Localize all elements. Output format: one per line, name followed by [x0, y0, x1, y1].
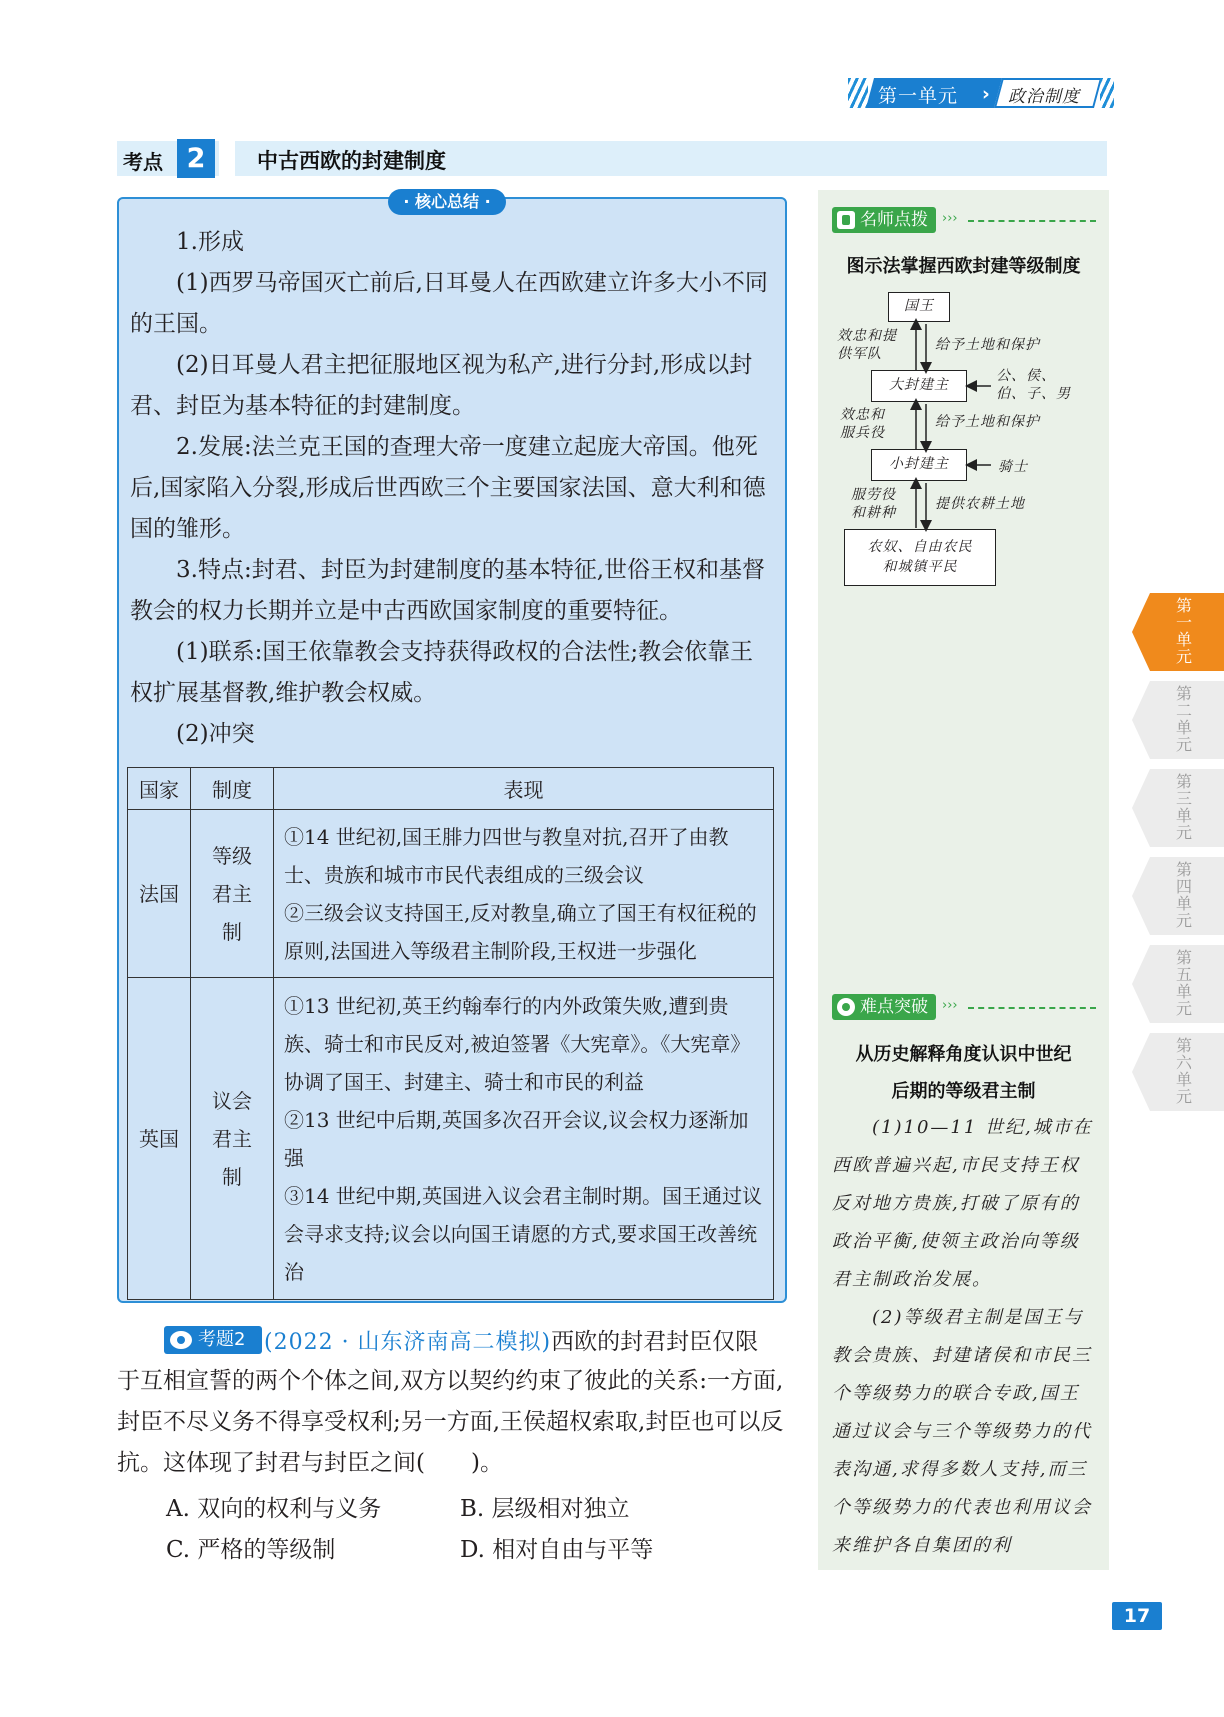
core-p6: (1)联系:国王依靠教会支持获得政权的合法性;教会依靠王权扩展基督教,维护教会权威。 [130, 639, 754, 706]
core-p1: 1.形成 [176, 229, 244, 255]
tab-label: 第四单元 [1175, 860, 1192, 930]
difficulty-tag [832, 994, 936, 1020]
divider [968, 1007, 1096, 1009]
table-cell-system [191, 810, 274, 978]
table-cell-country: 法国 [128, 810, 191, 978]
diagram-label: 给予土地和保护 [935, 414, 1040, 430]
table-cell-system [191, 978, 274, 1300]
arrows-icon: ››› [942, 998, 958, 1013]
question-first-line: 西欧的封君封臣仅限 [551, 1329, 759, 1355]
tab-label: 第六单元 [1175, 1036, 1192, 1106]
divider [968, 220, 1096, 222]
section-heading [117, 141, 1107, 176]
diagram-small-lord: 小封建主 [871, 449, 967, 481]
table-header-row [128, 768, 774, 810]
core-p3: (2)日耳曼人君主把征服地区视为私产,进行分封,形成以封君、封臣为基本特征的封建制度。 [130, 352, 753, 419]
diagram-label: 服劳役和耕种 [851, 487, 896, 521]
option-a[interactable]: A. 双向的权利与义务 [166, 1496, 382, 1522]
tab-label: 第一单元 [1175, 596, 1192, 666]
table-header: 表现 [274, 768, 774, 810]
table-header: 制度 [191, 768, 274, 810]
chevron-right-icon: › [982, 83, 990, 105]
core-p5: 3.特点:封君、封臣为封建制度的基本特征,世俗王权和基督教会的权力长期并立是中古西欧国家制度的重要特征。 [130, 557, 766, 624]
arrows-icon: ››› [942, 211, 958, 226]
diagram-label: 骑士 [998, 459, 1028, 475]
core-summary-tag: · 核心总结 · [388, 189, 506, 215]
diagram-king: 国王 [888, 292, 950, 322]
system-text: 议会君主制 [212, 1088, 252, 1189]
eye-icon [170, 1331, 192, 1349]
tip-tag-label: 名师点拨 [860, 210, 928, 230]
table-cell-performance [274, 978, 774, 1300]
tab-unit-4[interactable] [1132, 857, 1224, 935]
tab-unit-6[interactable] [1132, 1033, 1224, 1111]
system-text: 等级君主制 [212, 843, 252, 944]
section-title: 中古西欧的封建制度 [257, 149, 446, 173]
question-body: 于互相宣誓的两个个体之间,双方以契约约束了彼此的关系:一方面,封臣不尽义务不得享受权利;另一方面,王侯超权索取,封臣也可以反抗。这体现了封君与封臣之间( )。 [117, 1368, 784, 1476]
unit-banner [848, 78, 1110, 108]
diagram-peasants: 农奴、自由农民和城镇平民 [844, 529, 996, 586]
page-number: 17 [1112, 1602, 1162, 1630]
tab-unit-1[interactable] [1132, 593, 1224, 671]
difficulty-p1: (1)10—11 世纪,城市在西欧普遍兴起,市民支持王权反对地方贵族,打破了原有的政治平衡,使领主政治向等级君主制政治发展。 [832, 1117, 1093, 1290]
diagram-great-lord: 大封建主 [871, 370, 967, 402]
banner-topic: 政治制度 [1008, 87, 1080, 107]
performance-line: ②三级会议支持国王,反对教皇,确立了国王有权征税的原则,法国进入等级君主制阶段,王权进一步强化 [284, 900, 757, 963]
tip-title: 图示法掌握西欧封建等级制度 [846, 256, 1081, 277]
tab-label: 第三单元 [1175, 772, 1192, 842]
performance-line: ①13 世纪初,英王约翰奉行的内外政策失败,遭到贵族、骑士和市民反对,被迫签署《大宪章》。《大宪章》协调了国王、封建主、骑士和市民的利益 [284, 993, 751, 1094]
difficulty-p2: (2)等级君主制是国王与教会贵族、封建诸侯和市民三个等级势力的联合专政,国王通过议会与三个等级势力的代表沟通,求得多数人支持,而三个等级势力的代表也利用议会来维护各自集团的利 [832, 1307, 1092, 1556]
banner-unit: 第一单元 [878, 85, 959, 107]
tab-unit-2[interactable] [1132, 681, 1224, 759]
table-cell-performance [274, 810, 774, 978]
tab-unit-3[interactable] [1132, 769, 1224, 847]
option-d[interactable]: D. 相对自由与平等 [460, 1537, 654, 1563]
performance-line: ③14 世纪中期,英国进入议会君主制时期。国王通过议会寻求支持;议会以向国王请愿的方式,要求国王改善统治 [284, 1183, 763, 1284]
table-header: 国家 [128, 768, 191, 810]
performance-line: ①14 世纪初,国王腓力四世与教皇对抗,召开了由教士、贵族和城市市民代表组成的三级会议 [284, 824, 729, 887]
difficulty-title-1: 从历史解释角度认识中世纪 [855, 1044, 1072, 1065]
table-cell-country: 英国 [128, 978, 191, 1300]
core-p2: (1)西罗马帝国灭亡前后,日耳曼人在西欧建立许多大小不同的王国。 [130, 270, 768, 337]
table-row [128, 978, 774, 1300]
tab-label: 第二单元 [1175, 684, 1192, 754]
banner-stripes-end [1100, 78, 1114, 108]
tip-tag [832, 207, 936, 233]
table-row [128, 810, 774, 978]
tab-label: 第五单元 [1175, 948, 1192, 1018]
core-p4: 2.发展:法兰克王国的查理大帝一度建立起庞大帝国。他死后,国家陷入分裂,形成后世西欧三个主要国家法国、意大利和德国的雏形。 [130, 434, 766, 542]
banner-stripes [848, 78, 868, 108]
option-b[interactable]: B. 层级相对独立 [460, 1496, 630, 1522]
gear-icon [837, 998, 855, 1016]
difficulty-tag-label: 难点突破 [860, 997, 928, 1017]
diagram-label: 给予土地和保护 [935, 337, 1040, 353]
diagram-label: 公、侯、伯、子、男 [996, 368, 1071, 402]
option-c[interactable]: C. 严格的等级制 [166, 1537, 336, 1563]
thumbs-up-icon [837, 211, 855, 229]
section-label: 考点 [123, 150, 163, 174]
performance-line: ②13 世纪中后期,英国多次召开会议,议会权力逐渐加强 [284, 1107, 749, 1170]
section-number: 2 [177, 139, 215, 178]
difficulty-title-2: 后期的等级君主制 [891, 1081, 1036, 1102]
diagram-label: 效忠和提供军队 [837, 328, 897, 362]
conflict-table [127, 767, 774, 1300]
question-tag [164, 1326, 262, 1354]
diagram-label: 提供农耕土地 [935, 496, 1025, 512]
diagram-label: 效忠和服兵役 [840, 407, 885, 441]
core-p7: (2)冲突 [176, 721, 255, 747]
question-source: (2022 · 山东济南高二模拟)西欧的封君封臣仅限 [264, 1329, 759, 1355]
question-tag-label: 考题2 [198, 1329, 246, 1350]
tab-unit-5[interactable] [1132, 945, 1224, 1023]
